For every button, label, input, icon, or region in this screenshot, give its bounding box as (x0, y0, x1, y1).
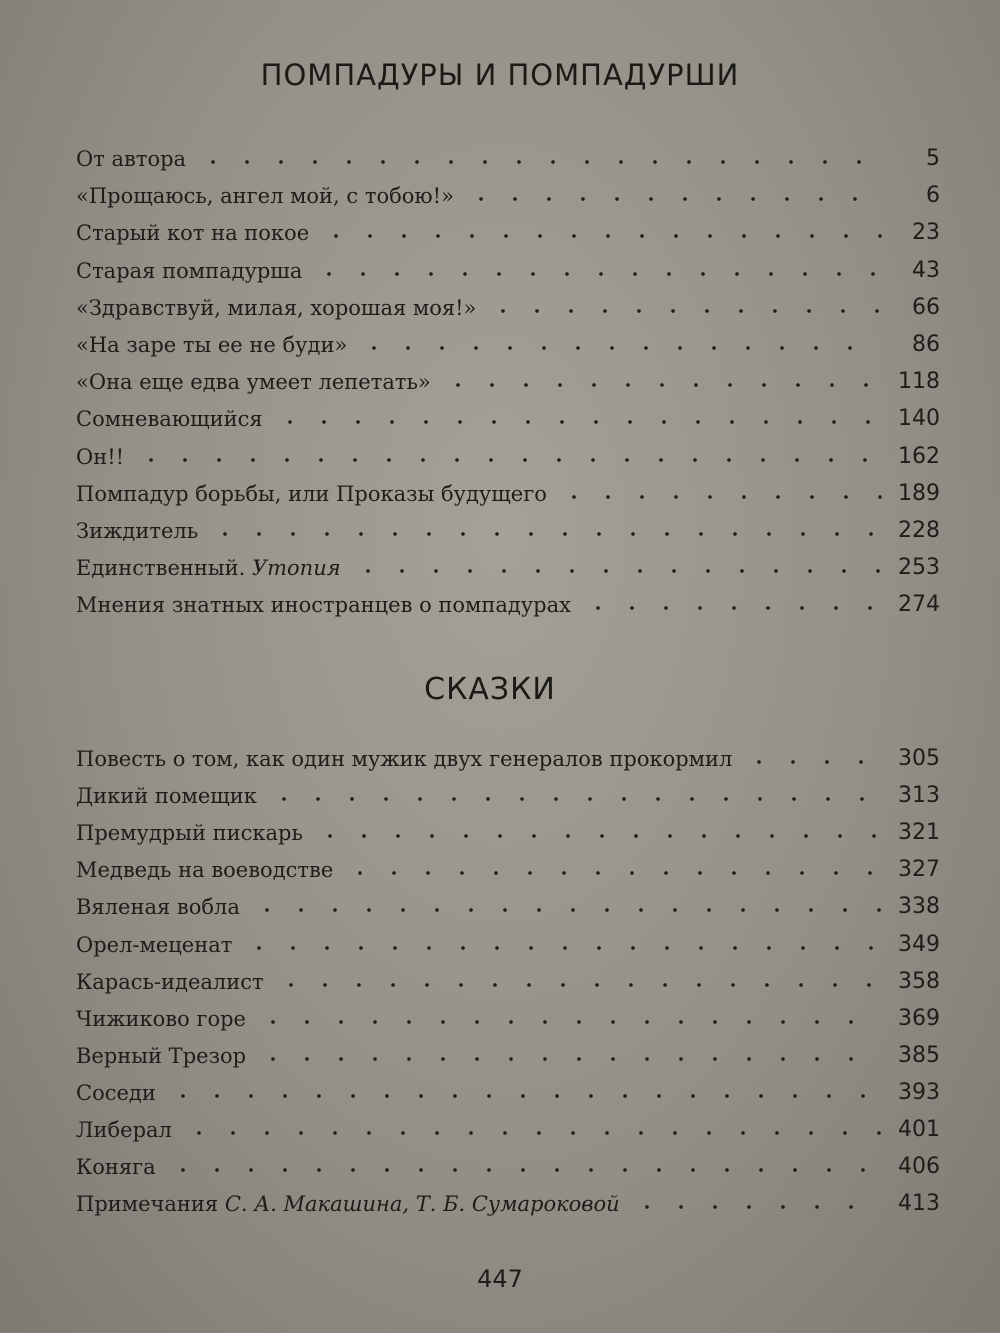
toc-entry-title: Зиждитель (76, 519, 199, 543)
toc-entry (76, 1182, 940, 1216)
toc-entry (76, 211, 940, 245)
dot-leader (250, 908, 882, 912)
dot-leader (343, 871, 882, 875)
toc-entry-page: 385 (898, 1042, 940, 1068)
dot-leader (196, 160, 882, 164)
toc-entry-title-italic: Утопия (251, 556, 341, 581)
toc-entry-page: 43 (912, 257, 940, 283)
toc-entry-title: Коняга (76, 1155, 156, 1180)
toc-entry-page: 413 (898, 1191, 940, 1217)
toc-entry (76, 848, 940, 882)
toc-entry-title: Премудрый пискарь (76, 821, 303, 846)
toc-entry-title: Либерал (76, 1118, 172, 1142)
toc-entry (76, 1034, 940, 1068)
dot-leader (256, 1057, 882, 1061)
toc-entry-page: 305 (898, 746, 940, 771)
toc-entry-page: 5 (926, 146, 940, 171)
toc-entry (76, 137, 940, 171)
toc-entry (76, 397, 940, 431)
toc-entry (76, 323, 940, 357)
page-number: 447 (477, 1265, 523, 1293)
toc-entry-page: 327 (898, 857, 940, 883)
toc-entry-title: Соседи (76, 1080, 156, 1105)
dot-leader (208, 532, 882, 536)
toc-entry (76, 923, 940, 957)
toc-entry-title: Вяленая вобла (76, 895, 240, 920)
toc-entry-page: 140 (898, 406, 940, 432)
toc-entry-page: 228 (898, 518, 940, 543)
toc-entry (76, 360, 940, 394)
toc-entry-title: Примечания С. А. Макашина, Т. Б. Сумароковой (76, 1192, 620, 1217)
dot-leader (486, 309, 882, 313)
toc-entry-page: 393 (898, 1079, 940, 1105)
dot-leader (581, 606, 882, 610)
dot-leader (166, 1094, 882, 1098)
toc-entry (76, 737, 940, 771)
toc-entry-title: Дикий помещик (76, 784, 257, 809)
toc-entry-title: Старый кот на покое (76, 221, 310, 246)
toc-entry-page: 338 (898, 894, 940, 920)
toc-entry-page: 349 (898, 931, 940, 957)
toc-entry-title: Медведь на воеводстве (76, 858, 334, 883)
toc-entry-page: 6 (926, 183, 940, 209)
toc-entry-page: 189 (898, 480, 940, 506)
toc-entry-title-italic: С. А. Макашина, Т. Б. Сумароковой (224, 1192, 620, 1217)
toc-entry-title: Чижиково горе (76, 1006, 246, 1031)
toc-entry-title: Он!! (76, 444, 125, 469)
toc-entry-page: 401 (898, 1117, 940, 1142)
dot-leader (742, 760, 882, 764)
dot-leader (134, 458, 882, 462)
toc-entry (76, 1108, 940, 1142)
toc-entry (76, 1071, 940, 1105)
toc-entry (76, 583, 940, 617)
toc-entry-title: Верный Трезор (76, 1043, 247, 1068)
toc-entry-title: Сомневающийся (76, 407, 263, 432)
toc-entry-page: 274 (898, 592, 940, 618)
dot-leader (441, 383, 882, 387)
toc-entry-title: Единственный. Утопия (76, 556, 341, 581)
dot-leader (351, 569, 882, 573)
toc-entry (76, 174, 940, 208)
toc-entry-page: 358 (898, 968, 940, 994)
toc-entry (76, 286, 940, 320)
toc-entry-page: 162 (898, 443, 940, 469)
dot-leader (357, 346, 882, 350)
dot-leader (274, 983, 882, 987)
dot-leader (267, 797, 882, 801)
dot-leader (313, 834, 882, 838)
dot-leader (557, 495, 882, 499)
toc-entry-title: Орел-меценат (76, 932, 233, 957)
dot-leader (464, 197, 882, 201)
dot-leader (630, 1205, 882, 1209)
section-title-pompadours: ПОМПАДУРЫ И ПОМПАДУРШИ (260, 58, 740, 92)
toc-entry (76, 811, 940, 845)
toc-entry (76, 774, 940, 808)
dot-leader (242, 946, 882, 950)
toc-entry-title: «На заре ты ее не буди» (76, 333, 348, 357)
toc-entry-title: Помпадур борьбы, или Проказы будущего (76, 481, 547, 506)
dot-leader (273, 420, 882, 424)
toc-entry (76, 1145, 940, 1179)
dot-leader (182, 1131, 882, 1135)
toc-entry-title: Повесть о том, как один мужик двух генералов прокормил (76, 747, 733, 771)
toc-entry-page: 66 (912, 294, 940, 320)
dot-leader (166, 1168, 882, 1172)
toc-entry-title: «Прощаюсь, ангел мой, с тобою!» (76, 184, 454, 209)
toc-entry-title: Старая помпадурша (76, 258, 303, 283)
toc-entry (76, 546, 940, 580)
toc-entry-title: Мнения знатных иностранцев о помпадурах (76, 593, 571, 618)
toc-entry-page: 321 (898, 820, 940, 846)
dot-leader (319, 234, 882, 238)
toc-entry (76, 509, 940, 543)
toc-entry (76, 960, 940, 994)
dot-leader (312, 272, 882, 276)
toc-entry (76, 885, 940, 919)
section-title-skazki: СКАЗКИ (424, 672, 556, 707)
toc-entry-page: 406 (898, 1154, 940, 1180)
toc-entry (76, 249, 940, 283)
toc-entry (76, 472, 940, 506)
toc-entry-title: «Здравствуй, милая, хорошая моя!» (76, 295, 477, 320)
toc-entry-page: 23 (912, 220, 940, 246)
toc-entry (76, 435, 940, 469)
toc-entry (76, 997, 940, 1031)
toc-entry-page: 369 (898, 1005, 940, 1031)
toc-entry-title: Карась-идеалист (76, 969, 264, 994)
toc-entry-page: 253 (898, 555, 940, 581)
toc-entry-title: «Она еще едва умеет лепетать» (76, 370, 431, 395)
dot-leader (256, 1020, 882, 1024)
toc-entry-page: 313 (898, 783, 940, 809)
toc-entry-page: 118 (898, 369, 940, 395)
toc-entry-page: 86 (912, 332, 940, 357)
toc-entry-title: От автора (76, 147, 187, 171)
